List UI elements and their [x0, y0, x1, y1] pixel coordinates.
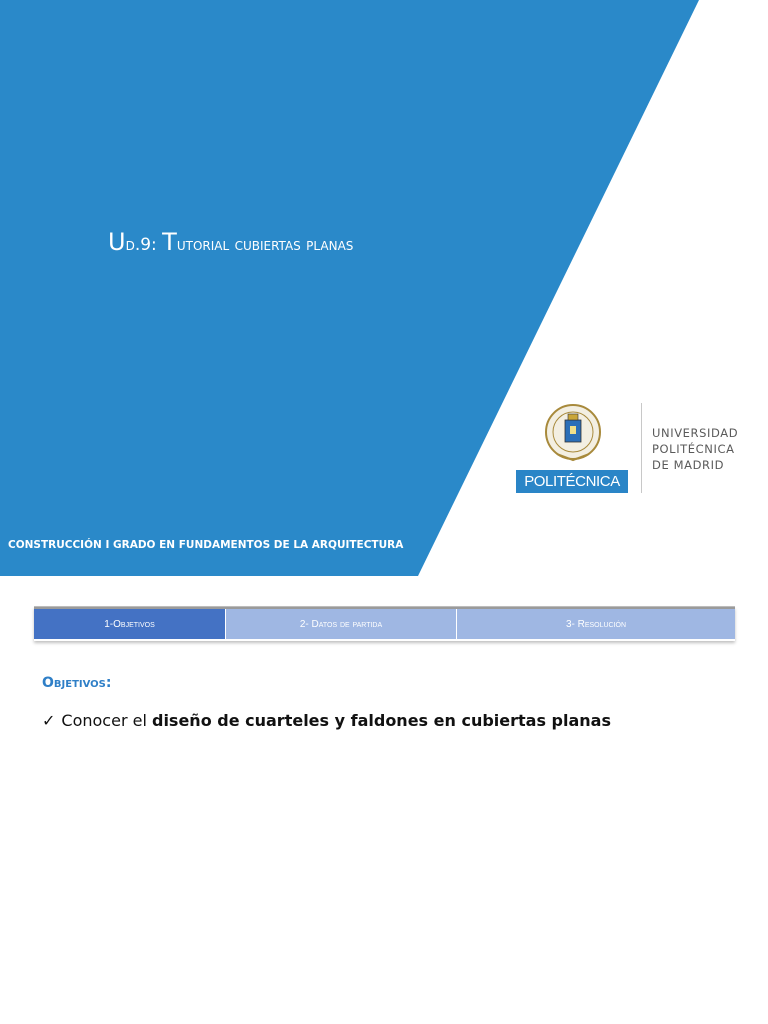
bullet-prefix: Conocer el [61, 711, 152, 730]
objectives-heading: Objetivos: [42, 675, 112, 691]
logo-line-3: DE MADRID [652, 458, 725, 472]
upm-logo [515, 400, 755, 500]
logo-line-2: POLITÉCNICA [652, 442, 735, 456]
checkmark-icon: ✓ [42, 711, 56, 730]
politecnica-badge: POLITÉCNICA [516, 470, 628, 493]
bullet-emphasis: diseño de cuarteles y faldones en cubiertas planas [151, 711, 611, 730]
tab-bar [34, 607, 735, 641]
logo-line-1: UNIVERSIDAD [652, 426, 739, 440]
university-crest-icon [543, 402, 603, 468]
tab-resolucion[interactable]: 3- Resolución [456, 609, 735, 639]
objective-bullet [42, 711, 611, 730]
tab-objetivos[interactable]: 1-Objetivos [34, 609, 225, 639]
course-footer: CONSTRUCCIÓN I GRADO EN FUNDAMENTOS DE LA ARQUITECTURA [8, 539, 404, 551]
slide-title: Ud.9: Tutorial cubiertas planas [108, 228, 354, 256]
logo-divider [641, 403, 642, 493]
tab-datos-de-partida[interactable]: 2- Datos de partida [225, 609, 456, 639]
